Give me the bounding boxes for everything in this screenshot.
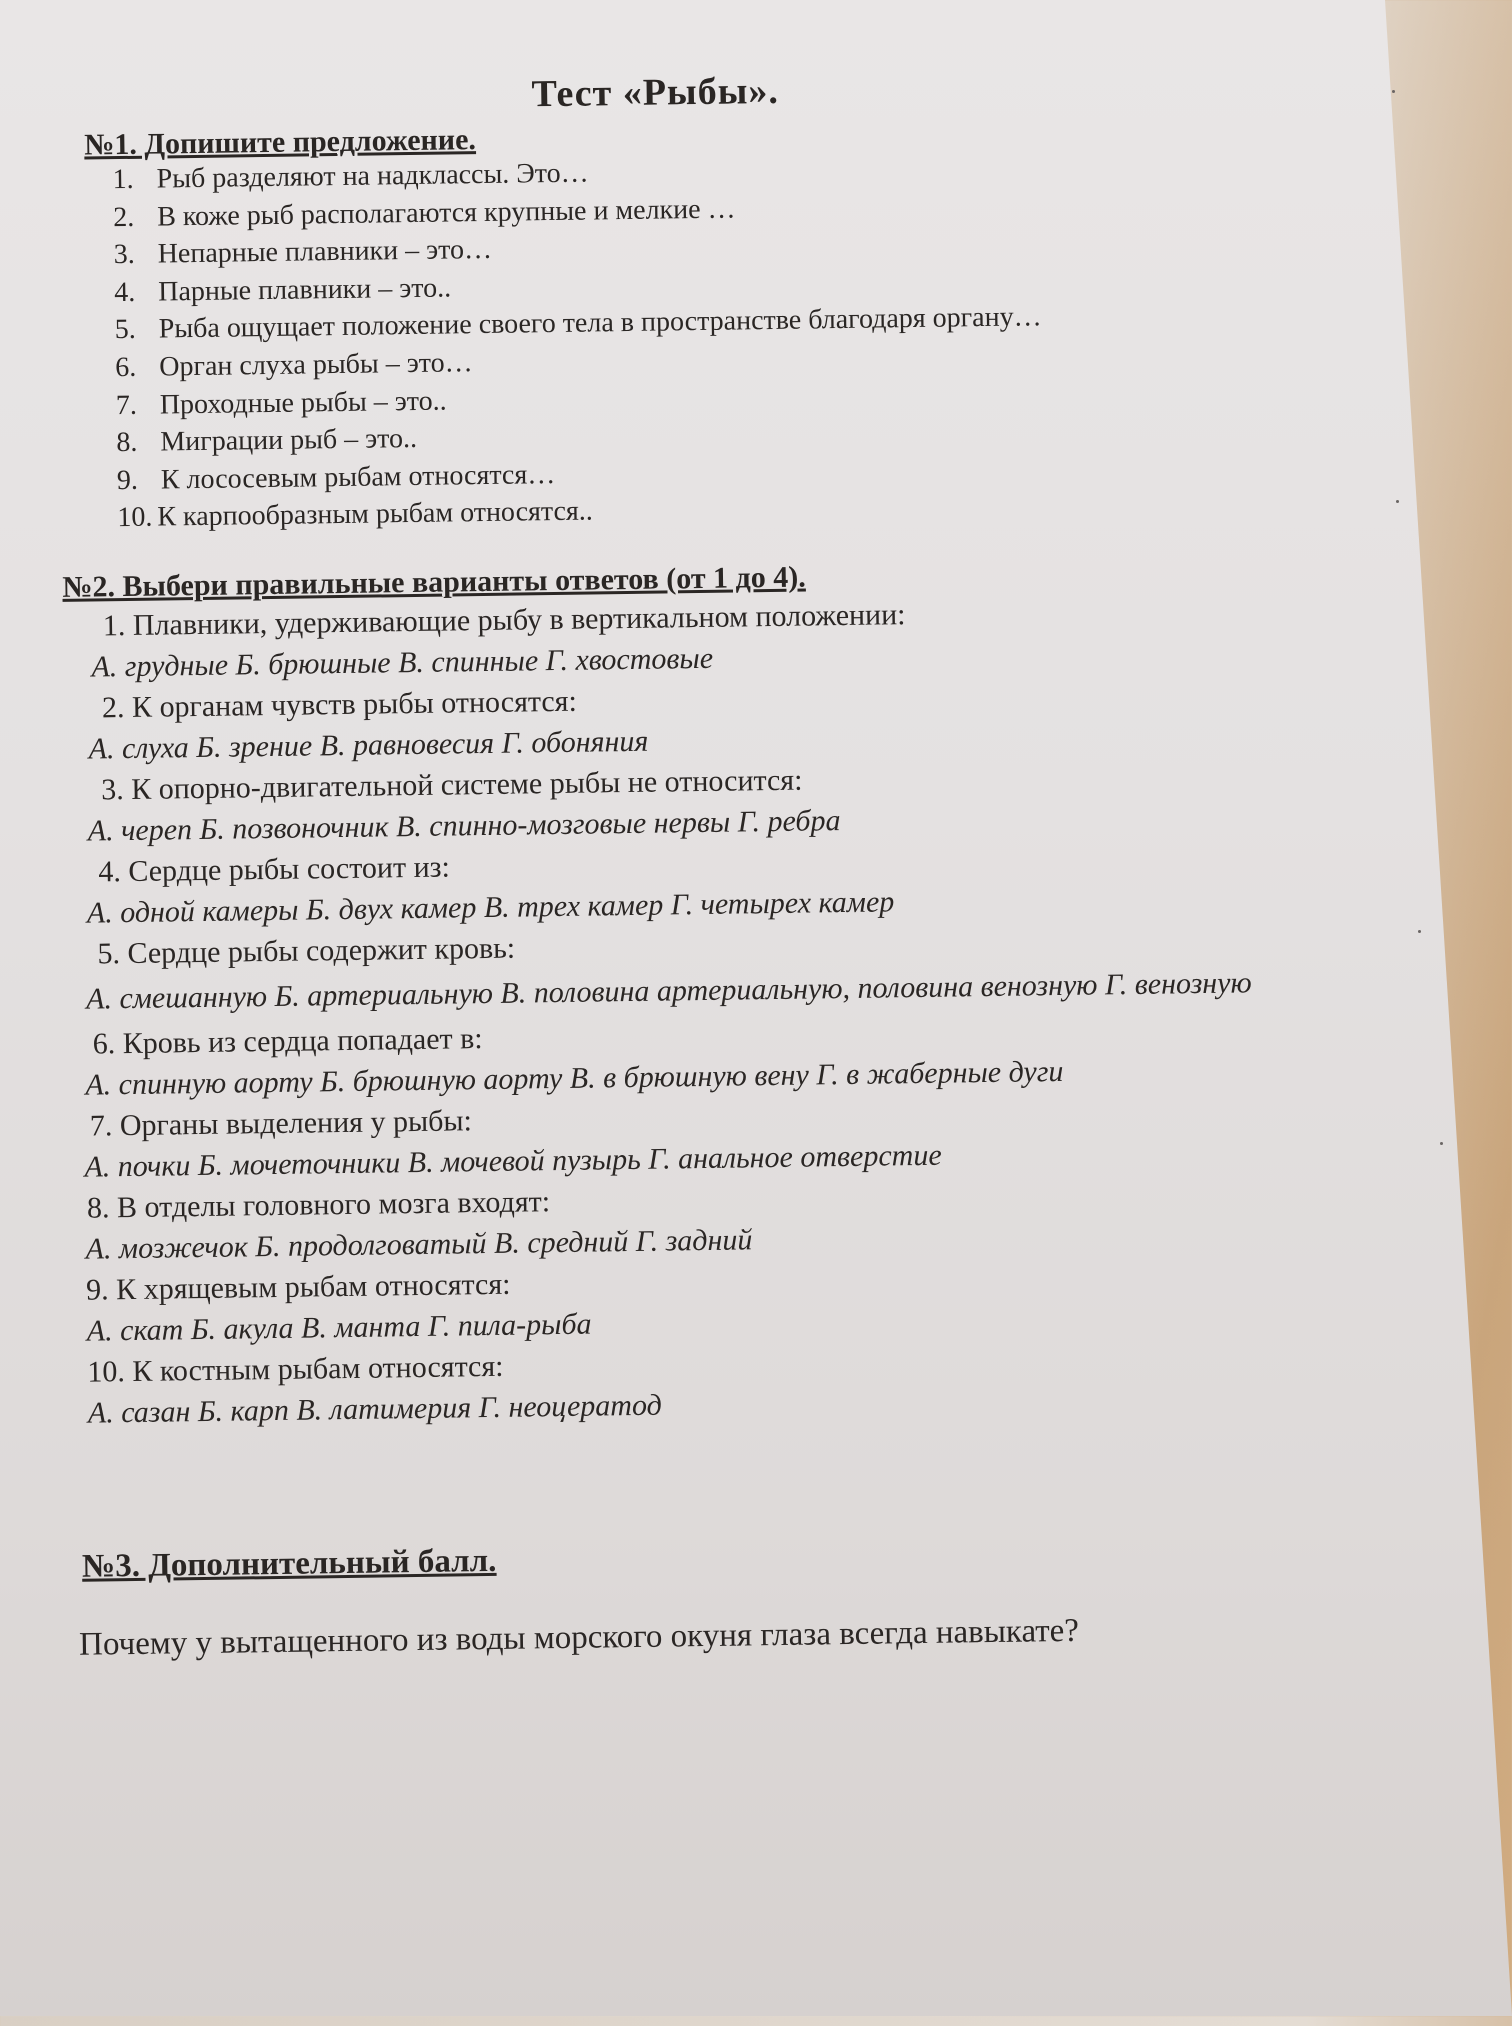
section-1-heading: №1. Допишите предложение.: [83, 123, 477, 162]
list-item: 8. Миграции рыб – это..: [116, 423, 418, 459]
section-3-heading: №3. Дополнительный балл.: [81, 1542, 497, 1585]
answer-options: А. мозжечок Б. продолговатый В. средний Г. задний: [85, 1223, 753, 1266]
list-item: 7. Проходные рыбы – это..: [115, 385, 447, 421]
answer-options: А. грудные Б. брюшные В. спинные Г. хвостовые: [91, 641, 714, 684]
list-item: 5. Рыба ощущает положение своего тела в пространстве благодаря органу…: [114, 301, 1042, 346]
list-item: 1. Рыб разделяют на надклассы. Это…: [112, 157, 589, 196]
question-text: 8. В отделы головного мозга входят:: [86, 1185, 551, 1225]
answer-options: А. слуха Б. зрение В. равновесия Г. обоняния: [88, 724, 649, 766]
paper-speck: [1418, 930, 1421, 933]
section-2-heading: №2. Выбери правильные варианты ответов (от 1 до 4).: [62, 560, 806, 604]
answer-options: А. сазан Б. карп В. латимерия Г. неоцератод: [87, 1388, 662, 1430]
answer-options: А. скат Б. акула В. манта Г. пила-рыба: [86, 1307, 592, 1348]
page-title: Тест «Рыбы».: [531, 69, 780, 116]
paper-speck: [1392, 90, 1395, 93]
list-item: 10. К карпообразным рыбам относятся..: [117, 495, 594, 534]
bonus-question: Почему у вытащенного из воды морского окуня глаза всегда навыкате?: [78, 1612, 1080, 1663]
list-item: 6. Орган слуха рыбы – это…: [115, 347, 473, 384]
question-text: 2. К органам чувств рыбы относятся:: [101, 684, 578, 725]
paper-speck: [1396, 500, 1399, 503]
question-text: 6. Кровь из сердца попадает в:: [92, 1022, 483, 1061]
list-item: 9. К лососевым рыбам относятся…: [116, 458, 556, 496]
question-text: 7. Органы выделения у рыбы:: [89, 1104, 473, 1143]
question-text: 1. Плавники, удерживающие рыбу в вертикальном положении:: [102, 598, 906, 643]
question-text: 4. Сердце рыбы состоит из:: [98, 850, 451, 889]
question-text: 9. К хрящевым рыбам относятся:: [85, 1267, 511, 1307]
list-item: 3. Непарные плавники – это…: [113, 234, 493, 271]
answer-options: А. одной камеры Б. двух камер В. трех камер Г. четырех камер: [86, 885, 895, 930]
section-1-list: [112, 145, 1267, 537]
list-item: 4. Парные плавники – это..: [114, 272, 452, 308]
question-text: 10. К костным рыбам относятся:: [87, 1349, 504, 1389]
answer-options: А. спинную аорту Б. брюшную аорту В. в брюшную вену Г. в жаберные дуги: [85, 1054, 1064, 1102]
list-item: 2. В коже рыб располагаются крупные и мелкие …: [112, 193, 736, 233]
question-text: 3. К опорно-двигательной системе рыбы не относится:: [100, 763, 803, 807]
answer-options: А. почки Б. мочеточники В. мочевой пузырь Г. анальное отверстие: [84, 1138, 942, 1184]
question-text: 5. Сердце рыбы содержит кровь:: [97, 931, 516, 971]
section-2-questions: [77, 588, 1428, 1435]
answer-options: А. череп Б. позвоночник В. спинно-мозговые нервы Г. ребра: [87, 804, 841, 848]
paper-speck: [1440, 1142, 1443, 1145]
answer-options: А. смешанную Б. артериальную В. половина артериальную, половина венозную Г. венозную: [85, 966, 1252, 1016]
